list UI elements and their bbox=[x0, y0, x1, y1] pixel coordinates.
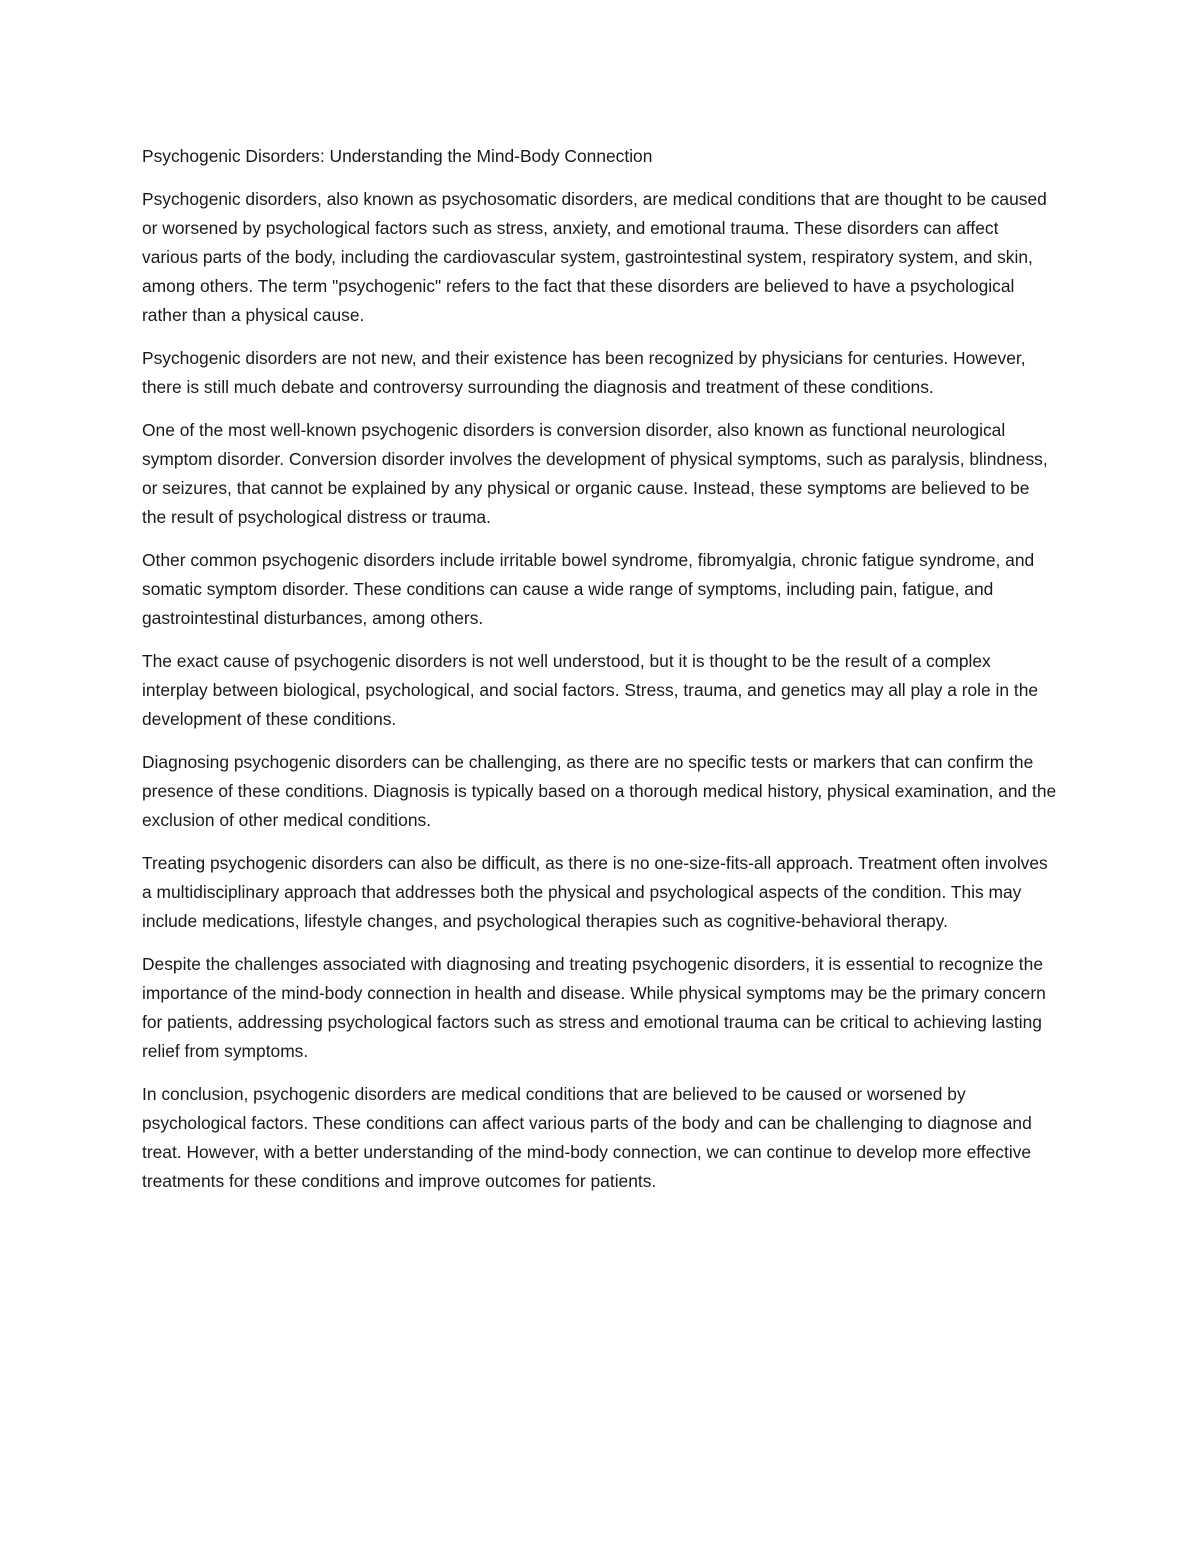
paragraph-5: The exact cause of psychogenic disorders is not well understood, but it is thought to be the result of a complex interplay between biological, psychological, and social factors. Stress, trauma, and genetics may all play a role in the development of these conditions. bbox=[142, 651, 1039, 729]
document-body bbox=[142, 142, 1058, 1210]
paragraph-7: Treating psychogenic disorders can also be difficult, as there is no one-size-fits-all approach. Treatment often involves a multidisciplinary approach that addresses both the physical and psychological aspects of the condition. This may include medications, lifestyle changes, and psychological therapies such as cognitive-behavioral therapy. bbox=[142, 853, 1048, 931]
paragraph-2: Psychogenic disorders are not new, and their existence has been recognized by physicians for centuries. However, there is still much debate and controversy surrounding the diagnosis and treatment of these conditions. bbox=[142, 348, 1026, 397]
paragraph-8: Despite the challenges associated with diagnosing and treating psychogenic disorders, it is essential to recognize the importance of the mind-body connection in health and disease. While physical symptoms may be the primary concern for patients, addressing psychological factors such as stress and emotional trauma can be critical to achieving lasting relief from symptoms. bbox=[142, 954, 1046, 1061]
paragraph-3: One of the most well-known psychogenic disorders is conversion disorder, also known as functional neurological symptom disorder. Conversion disorder involves the development of physical symptoms, such as paralysis, blindness, or seizures, that cannot be explained by any physical or organic cause. Instead, these symptoms are believed to be the result of psychological distress or trauma. bbox=[142, 420, 1048, 527]
document-title: Psychogenic Disorders: Understanding the Mind-Body Connection bbox=[142, 146, 653, 166]
paragraph-6: Diagnosing psychogenic disorders can be challenging, as there are no specific tests or markers that can confirm the presence of these conditions. Diagnosis is typically based on a thorough medical history, physical examination, and the exclusion of other medical conditions. bbox=[142, 752, 1057, 830]
paragraph-9: In conclusion, psychogenic disorders are medical conditions that are believed to be caused or worsened by psychological factors. These conditions can affect various parts of the body and can be challenging to diagnose and treat. However, with a better understanding of the mind-body connection, we can continue to develop more effective treatments for these conditions and improve outcomes for patients. bbox=[142, 1084, 1032, 1191]
paragraph-1: Psychogenic disorders, also known as psychosomatic disorders, are medical conditions that are thought to be caused or worsened by psychological factors such as stress, anxiety, and emotional trauma. These disorders can affect various parts of the body, including the cardiovascular system, gastrointestinal system, respiratory system, and skin, among others. The term "psychogenic" refers to the fact that these disorders are believed to have a psychological rather than a physical cause. bbox=[142, 189, 1047, 325]
paragraph-4: Other common psychogenic disorders include irritable bowel syndrome, fibromyalgia, chronic fatigue syndrome, and somatic symptom disorder. These conditions can cause a wide range of symptoms, including pain, fatigue, and gastrointestinal disturbances, among others. bbox=[142, 550, 1035, 628]
